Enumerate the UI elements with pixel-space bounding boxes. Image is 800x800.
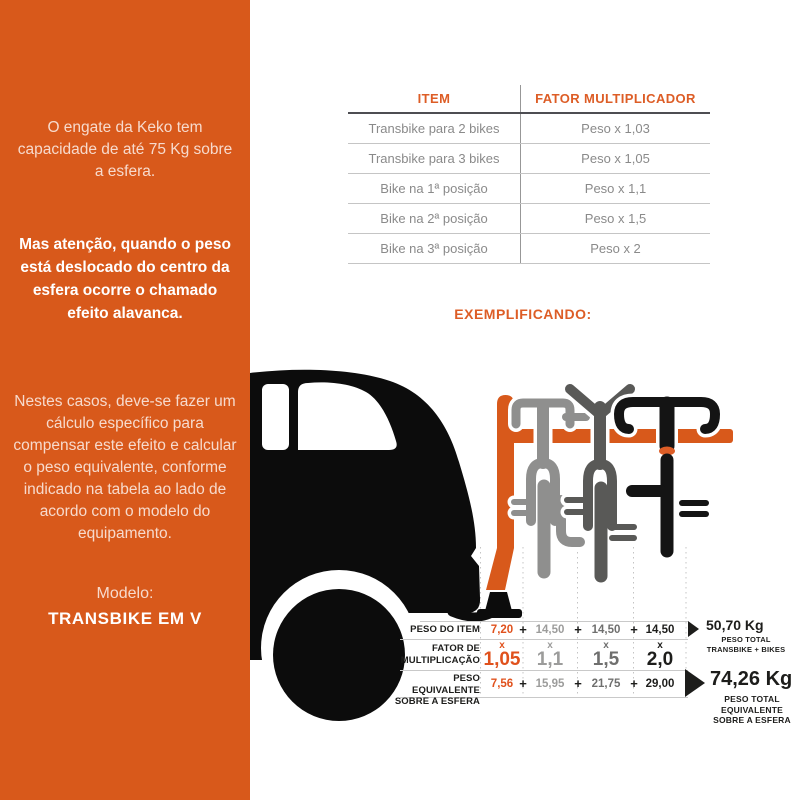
factor-table-header-factor: FATOR MULTIPLICADOR [535, 91, 696, 106]
sidebar-explanation-text: Nestes casos, deve-se fazer um cálculo específico para compensar este efeito e calcular o peso equivalente, conforme indicado na tabela ao lado de acordo com o modelo do equipamento. [13, 393, 237, 542]
item-weight-value: 14,50 [535, 624, 565, 636]
car-window-front [262, 384, 289, 450]
factor-table-header-item: ITEM [348, 85, 521, 112]
factor-cell: Peso x 1,03 [581, 121, 650, 136]
total-weight-caption: PESO TOTAL TRANSBIKE + BIKES [706, 635, 786, 654]
equivalent-weight-caption: PESO TOTAL EQUIVALENTE SOBRE A ESFERA [713, 694, 791, 725]
item-weight-value: 14,50 [645, 624, 675, 636]
total-weight-value: 50,70 Kg [706, 617, 764, 633]
item-cell: Transbike para 3 bikes [348, 144, 521, 173]
table-row [348, 144, 710, 174]
item-weight-value: 14,50 [591, 624, 621, 636]
calc-row-label-fator: FATOR DE MULTIPLICAÇÃO [400, 643, 480, 666]
multiply-sign: x [547, 640, 553, 651]
equivalent-weight-value: 15,95 [535, 678, 565, 690]
factor-cell: Peso x 1,1 [584, 181, 647, 196]
factor-value: 1,5 [592, 649, 620, 670]
equivalent-weight-value: 7,56 [490, 678, 514, 690]
item-cell: Bike na 1ª posição [348, 174, 521, 203]
plus-sign: + [630, 622, 638, 637]
calc-row-label-equivalente: PESO EQUIVALENTE SOBRE A ESFERA [394, 673, 480, 707]
item-weight-value: 7,20 [490, 624, 514, 636]
example-heading: EXEMPLIFICANDO: [454, 306, 592, 322]
table-row [348, 234, 710, 264]
plus-sign: + [519, 676, 527, 691]
factor-value: 1,05 [483, 649, 521, 670]
item-cell: Bike na 2ª posição [348, 204, 521, 233]
factor-cell: Peso x 1,05 [581, 151, 650, 166]
equivalent-weight-block [710, 668, 794, 726]
equivalent-weight-value: 29,00 [645, 678, 675, 690]
multiply-sign: x [603, 640, 609, 651]
calc-row-label-peso-item: PESO DO ITEM [410, 624, 480, 635]
total-weight-block [706, 617, 786, 655]
multiply-sign: x [657, 640, 663, 651]
calc-table [394, 621, 688, 707]
hitch-base-plate [477, 609, 522, 618]
equivalent-weight-value: 74,26 Kg [710, 668, 793, 690]
plus-sign: + [574, 622, 582, 637]
sidebar-intro-text: O engate da Keko tem capacidade de até 75 Kg sobre a esfera. [17, 119, 233, 180]
divider [400, 670, 688, 671]
factor-cell: Peso x 2 [590, 241, 641, 256]
factor-cell: Peso x 1,5 [584, 211, 647, 226]
table-row [348, 174, 710, 204]
arrow-right-icon [688, 621, 699, 637]
factor-value: 2,0 [646, 649, 674, 670]
sidebar-warning-text: Mas atenção, quando o peso está deslocado do centro da esfera ocorre o chamado efeito alavanca. [19, 236, 231, 322]
factor-table [348, 85, 710, 264]
arrow-right-icon [685, 669, 705, 697]
item-cell: Transbike para 2 bikes [348, 114, 521, 143]
hitch-ball-mount [485, 592, 512, 611]
plus-sign: + [630, 676, 638, 691]
plus-sign: + [519, 622, 527, 637]
table-row [348, 114, 710, 144]
model-name: TRANSBIKE EM V [48, 609, 202, 628]
factor-value: 1,1 [536, 649, 564, 670]
divider [400, 639, 688, 640]
equivalent-weight-value: 21,75 [591, 678, 621, 690]
plus-sign: + [574, 676, 582, 691]
sidebar [0, 0, 250, 800]
multiply-sign: x [499, 640, 505, 651]
item-cell: Bike na 3ª posição [348, 234, 521, 263]
model-label: Modelo: [96, 585, 154, 602]
table-row [348, 204, 710, 234]
factor-table-header [348, 85, 710, 114]
